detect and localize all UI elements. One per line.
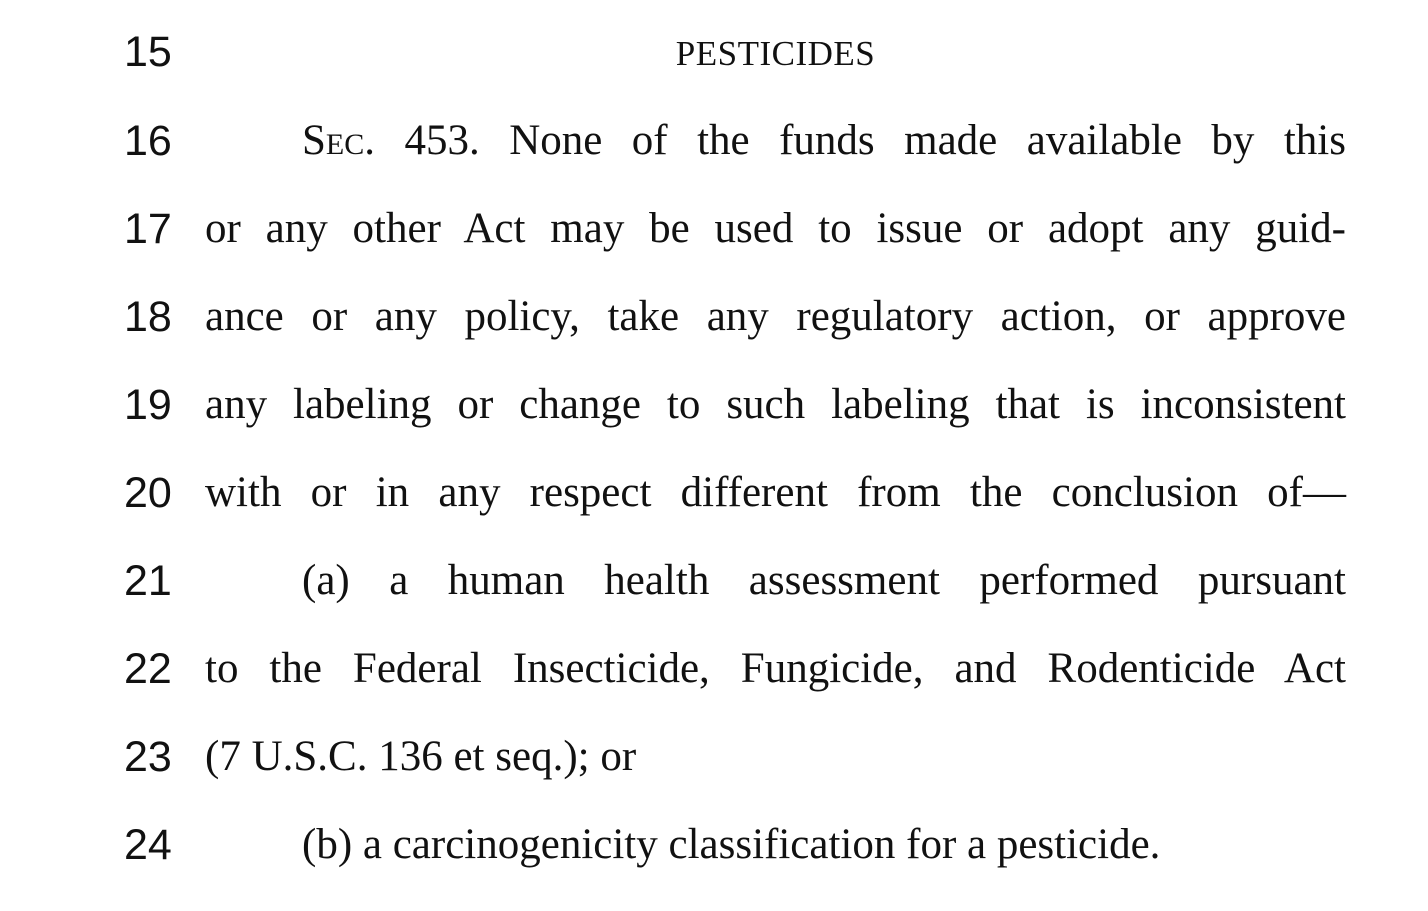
line-15	[0, 22, 1428, 82]
line-22	[0, 639, 1428, 699]
line-19	[0, 375, 1428, 435]
line-17	[0, 199, 1428, 259]
line-text: or any other Act may be used to issue or adopt any guid-	[205, 205, 1346, 252]
line-number: 16	[124, 117, 172, 165]
line-number: 15	[124, 28, 172, 76]
line-text: with or in any respect different from the conclusion of—	[205, 469, 1346, 516]
line-text: (7 U.S.C. 136 et seq.); or	[205, 733, 637, 780]
line-20	[0, 463, 1428, 523]
line-text: (a) a human health assessment performed pursuant	[302, 557, 1346, 604]
line-number: 24	[124, 821, 172, 869]
line-number: 21	[124, 557, 172, 605]
line-23	[0, 727, 1428, 787]
line-text: to the Federal Insecticide, Fungicide, and Rodenticide Act	[205, 645, 1346, 692]
line-text: (b) a carcinogenicity classification for a pesticide.	[302, 821, 1161, 868]
line-16	[0, 111, 1428, 171]
section-heading: PESTICIDES	[675, 34, 876, 73]
section-label: Sec.	[302, 117, 375, 164]
line-number: 22	[124, 645, 172, 693]
line-number: 17	[124, 205, 172, 253]
line-text: any labeling or change to such labeling that is inconsistent	[205, 381, 1346, 428]
line-number: 23	[124, 733, 172, 781]
line-24	[0, 815, 1428, 875]
line-text	[302, 111, 1346, 171]
line-21	[0, 551, 1428, 611]
line-18	[0, 287, 1428, 347]
line-number: 18	[124, 293, 172, 341]
line-text: ance or any policy, take any regulatory action, or approve	[205, 293, 1346, 340]
section-text: 453. None of the funds made available by this	[375, 117, 1346, 164]
line-number: 19	[124, 381, 172, 429]
line-number: 20	[124, 469, 172, 517]
